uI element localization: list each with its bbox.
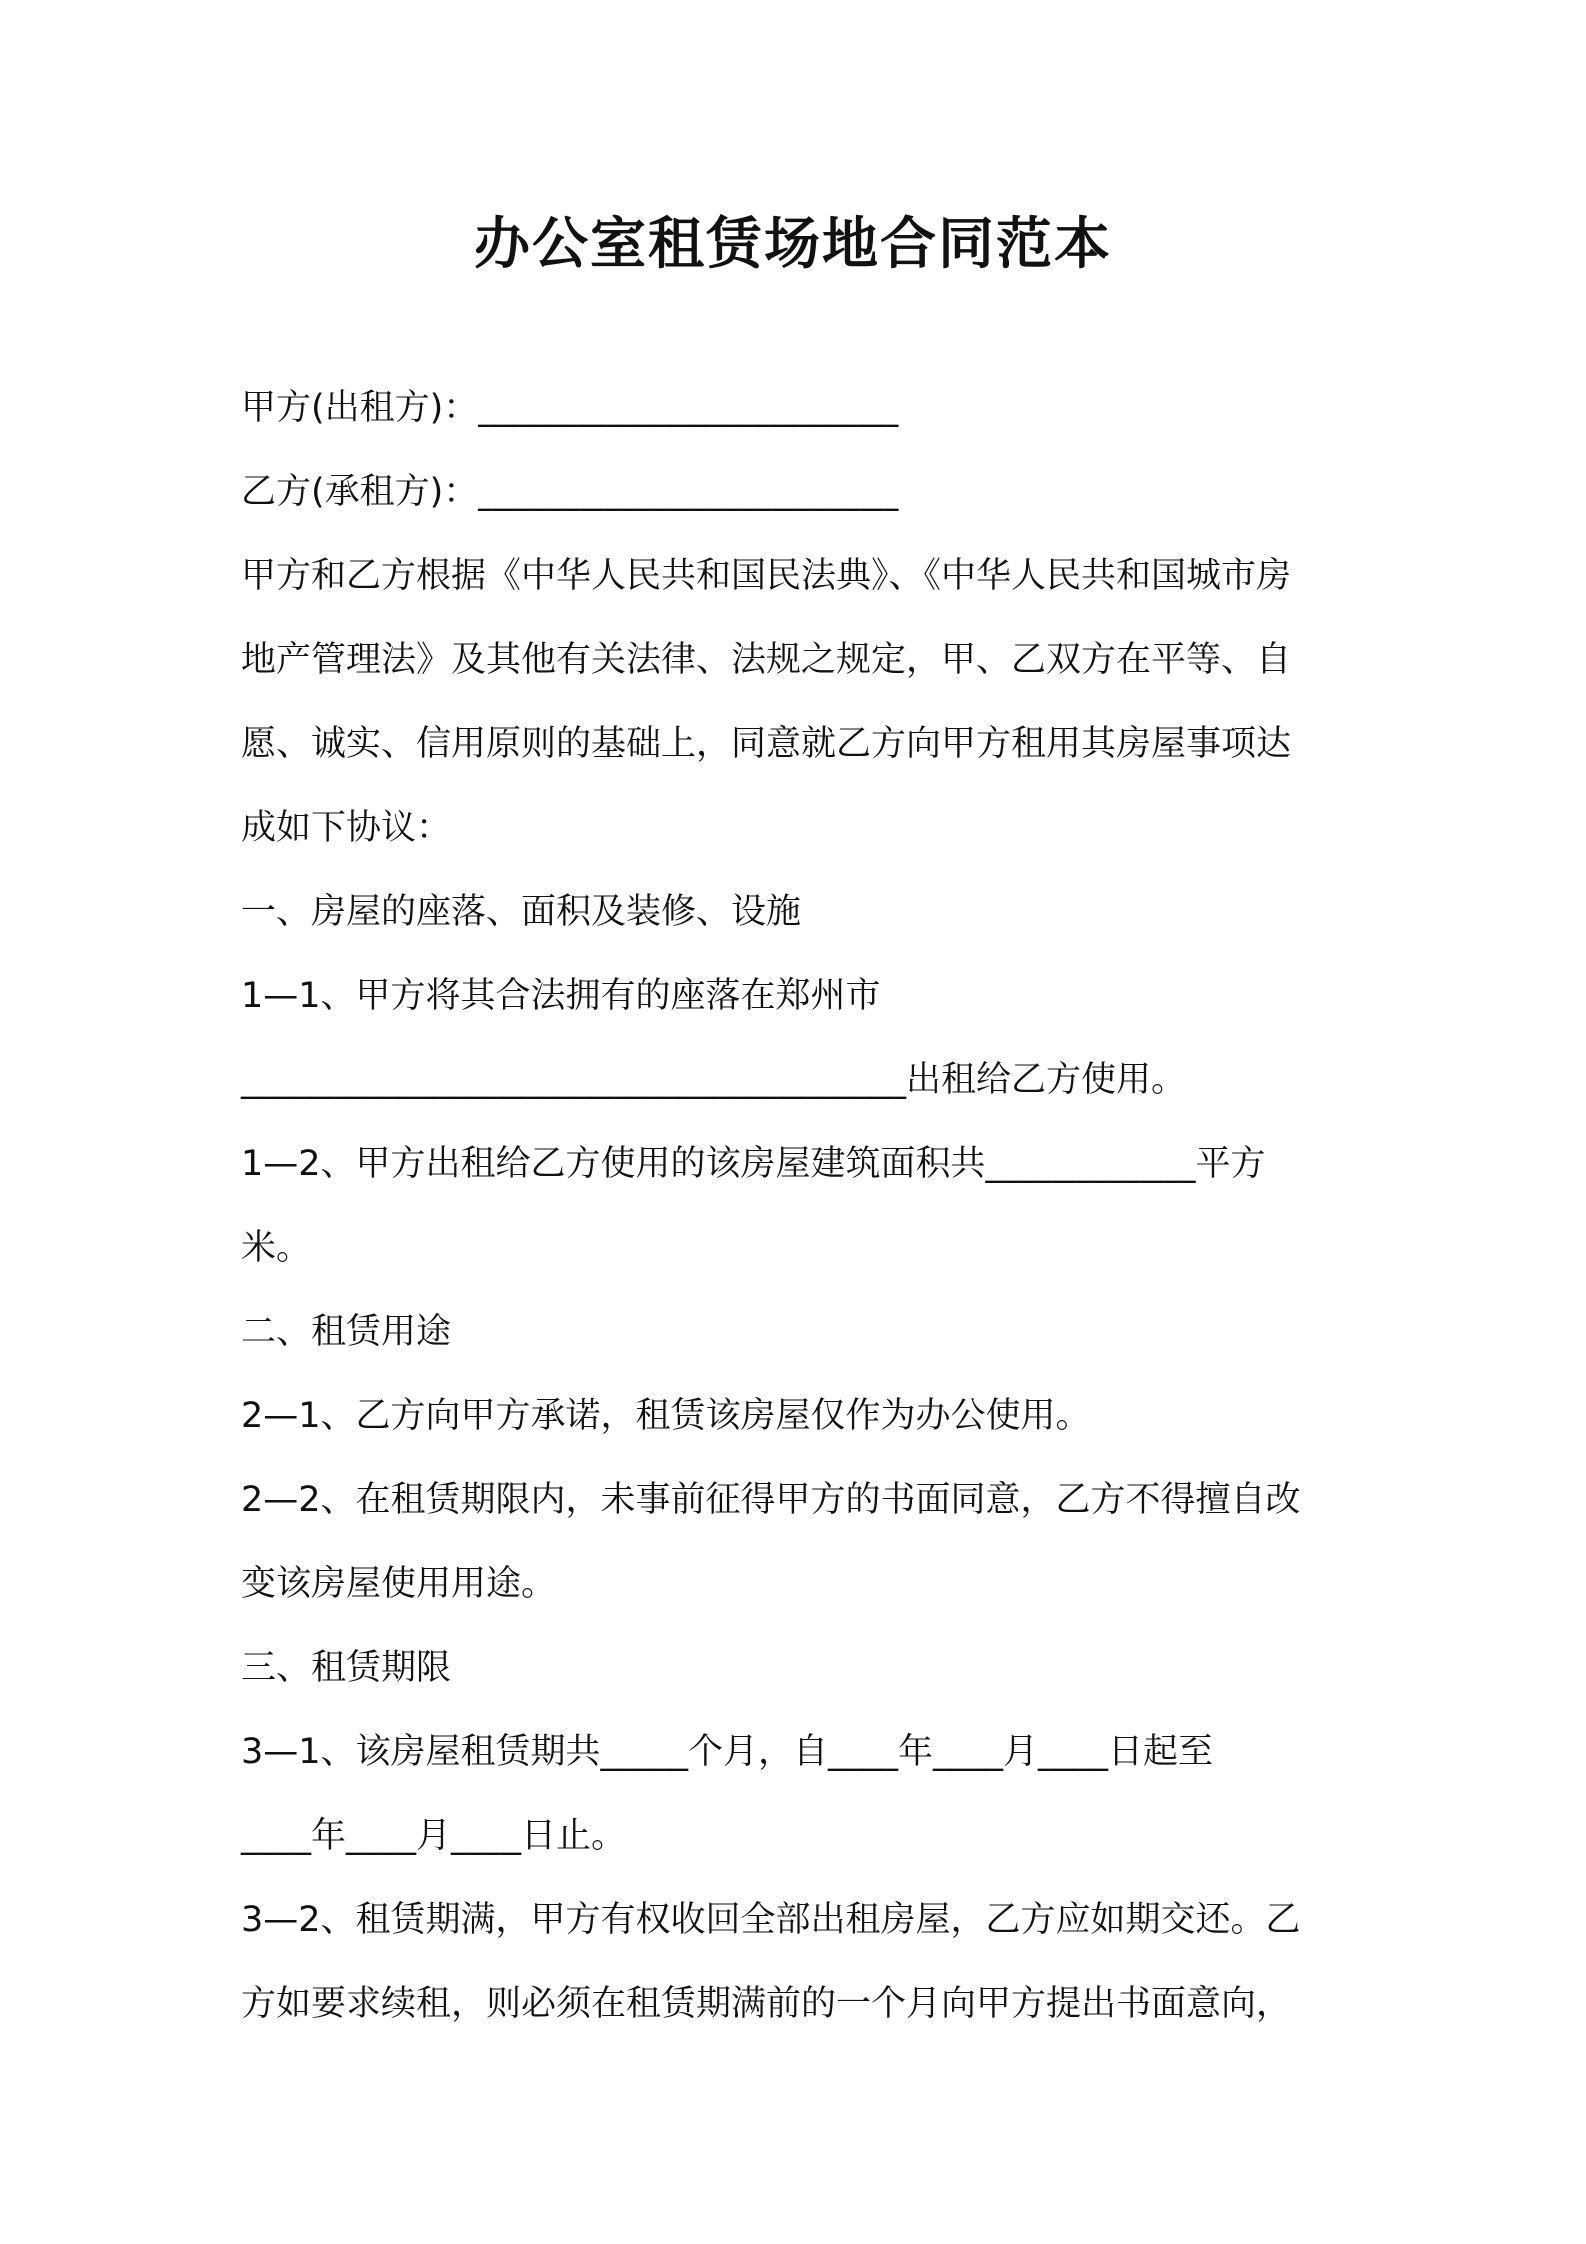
clause-line: 方如要求续租，则必须在租赁期满前的一个月向甲方提出书面意向， bbox=[241, 1984, 1292, 2024]
clause-line: 1—1、甲方将其合法拥有的座落在郑州市 bbox=[241, 976, 881, 1016]
preamble-line: 成如下协议： bbox=[241, 808, 452, 848]
clause-line: 3—1、该房屋租赁期共_____个月，自____年____月____日起至 bbox=[241, 1732, 1214, 1772]
clause-line: 3—2、租赁期满，甲方有权收回全部出租房屋，乙方应如期交还。乙 bbox=[241, 1900, 1301, 1940]
clause-line: ____年____月____日止。 bbox=[241, 1816, 627, 1856]
clause-line: 2—2、在租赁期限内，未事前征得甲方的书面同意，乙方不得擅自改 bbox=[241, 1480, 1301, 1520]
preamble-line: 甲方和乙方根据《中华人民共和国民法典》、《中华人民共和国城市房 bbox=[241, 556, 1292, 596]
party-b-line: 乙方(承租方)：________________________ bbox=[241, 472, 899, 512]
preamble-line: 地产管理法》及其他有关法律、法规之规定，甲、乙双方在平等、自 bbox=[241, 640, 1292, 680]
clause-line: 2—1、乙方向甲方承诺，租赁该房屋仅作为办公使用。 bbox=[241, 1396, 1091, 1436]
clause-line: 变该房屋使用用途。 bbox=[241, 1564, 557, 1604]
party-a-line: 甲方(出租方)：________________________ bbox=[241, 388, 899, 428]
preamble-line: 愿、诚实、信用原则的基础上，同意就乙方向甲方租用其房屋事项达 bbox=[241, 724, 1292, 764]
contract-body bbox=[241, 366, 1356, 2046]
section-heading: 二、租赁用途 bbox=[241, 1312, 452, 1352]
document-title: 办公室租赁场地合同范本 bbox=[474, 212, 1112, 277]
clause-line: ______________________________________出租给乙方使用。 bbox=[241, 1060, 1187, 1100]
section-heading: 一、房屋的座落、面积及装修、设施 bbox=[241, 892, 802, 932]
section-heading: 三、租赁期限 bbox=[241, 1648, 452, 1688]
clause-line: 1—2、甲方出租给乙方使用的该房屋建筑面积共____________平方 bbox=[241, 1144, 1266, 1184]
clause-line: 米。 bbox=[241, 1228, 312, 1268]
